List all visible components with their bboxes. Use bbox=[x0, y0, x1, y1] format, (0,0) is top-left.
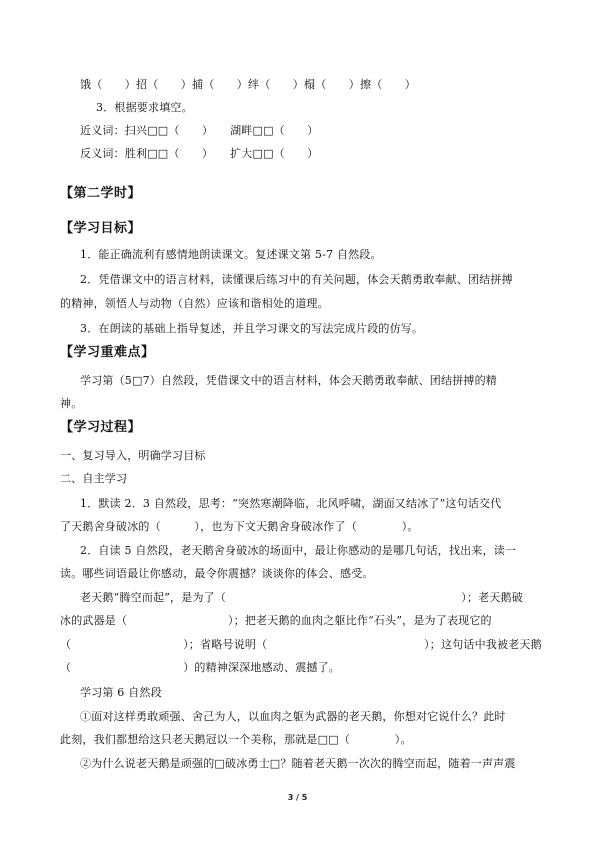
section-heading-key-points: 【学习重难点】 bbox=[60, 345, 155, 360]
section-heading-learning-goals: 【学习目标】 bbox=[60, 221, 142, 236]
question-1-line-2: 此刻，我们都想给这只老天鹅冠以一个美称，那就是□□（ ）。 bbox=[60, 733, 412, 746]
question-1-line-1: ①面对这样勇敢顽强、舍己为人，以血肉之躯为武器的老天鹅，你想对它说什么？此时 bbox=[80, 710, 506, 723]
section-heading-learning-process: 【学习过程】 bbox=[60, 420, 142, 435]
fill-blank-line-1: 老天鹅“腾空而起”，是为了（ ）；老天鹅破 bbox=[80, 591, 523, 604]
question-2-line-1: ②为什么说老天鹅是顽强的□破冰勇士□？随着老天鹅一次次的腾空而起，随着一声声震 bbox=[80, 757, 516, 770]
process-step-2: 二、自主学习 bbox=[60, 472, 128, 485]
fill-blank-line-3: （ ）；省略号说明（ ）；这句话中我被老天鹅 bbox=[60, 638, 542, 651]
section-heading-second-period: 【第二学时】 bbox=[60, 186, 142, 201]
goal-3: 3．在朗读的基础上指导复述，并且学习课文的写法完成片段的仿写。 bbox=[80, 322, 424, 335]
task-2-line-1: 2．自读 5 自然段，老天鹅舍身破冰的场面中，最让你感动的是哪几句话，找出来，读一 bbox=[80, 544, 517, 557]
paragraph-6-title: 学习第 6 自然段 bbox=[80, 686, 162, 699]
key-points-line-1: 学习第（5□7）自然段，凭借课文中的语言材料，体会天鹅勇敢奉献、团结拼搏的精 bbox=[80, 374, 497, 387]
process-step-1: 一、复习导入，明确学习目标 bbox=[60, 449, 206, 462]
antonym-row: 反义词：胜利□□（ ） 扩大□□（ ） bbox=[80, 147, 319, 160]
fill-blank-line-4: （ ）的精神深深地感动、震撼了。 bbox=[60, 661, 340, 674]
exercise-3-instruction: 3．根据要求填空。 bbox=[96, 101, 193, 114]
fill-blank-line-2: 冰的武器是（ ）；把老天鹅的血肉之躯比作“石头”，是为了表现它的 bbox=[60, 614, 492, 627]
key-points-line-2: 神。 bbox=[60, 397, 83, 410]
task-1-line-1: 1．默读 2．3 自然段，思考：“突然寒潮降临，北风呼啸，湖面又结冰了”这句话交代 bbox=[80, 497, 502, 510]
goal-1: 1．能正确流利有感情地朗读课文。复述课文第 5-7 自然段。 bbox=[80, 248, 382, 261]
synonym-row: 近义词：扫兴□□（ ） 湖畔□□（ ） bbox=[80, 124, 319, 137]
task-1-line-2: 了天鹅舍身破冰的（ ），也为下文天鹅舍身破冰作了（ ）。 bbox=[60, 520, 419, 533]
char-annotation-row: 饿（ ）招（ ）捕（ ）绊（ ）榻（ ）擦（ ） bbox=[80, 78, 416, 91]
goal-2-line-1: 2．凭借课文中的语言材料，读懂课后练习中的有关问题，体会天鹅勇敢奉献、团结拼搏 bbox=[80, 273, 513, 286]
page-number: 3 / 5 bbox=[287, 793, 308, 802]
goal-2-line-2: 的精神，领悟人与动物（自然）应该和谐相处的道理。 bbox=[60, 297, 329, 310]
task-2-line-2: 读。哪些词语最让你感动，最令你震撼？谈谈你的体会、感受。 bbox=[60, 567, 374, 580]
